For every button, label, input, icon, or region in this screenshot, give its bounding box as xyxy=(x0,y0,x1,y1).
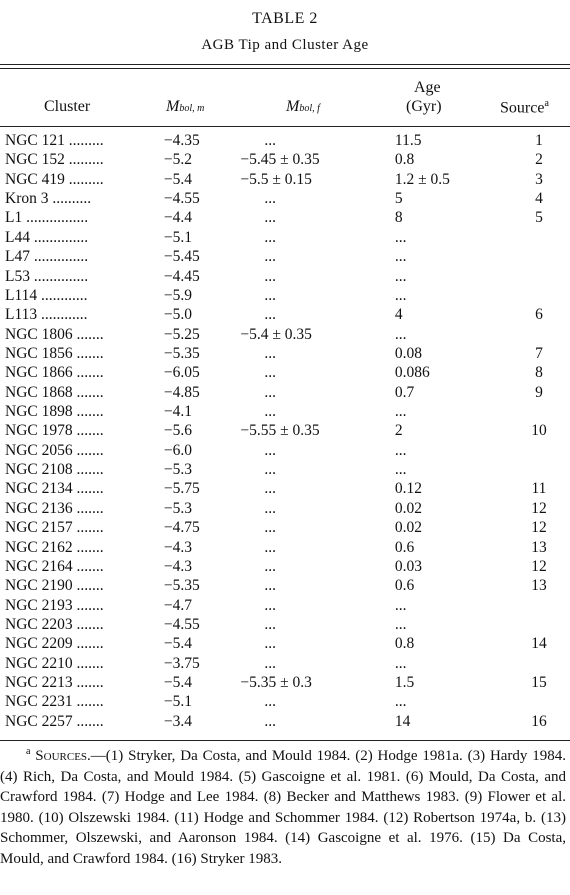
cell-age: 0.086 xyxy=(394,364,430,382)
cell-age: 0.02 xyxy=(394,499,423,517)
cell-cluster: NGC 2162 ....... xyxy=(5,538,104,556)
cell-cluster: NGC 2203 ....... xyxy=(5,615,104,633)
cell-source xyxy=(508,460,570,479)
cell-age: ... xyxy=(394,615,407,633)
table-row xyxy=(0,363,570,382)
header-mbol-f: Mbol, f xyxy=(286,98,320,115)
cell-cluster: NGC 2209 ....... xyxy=(5,635,104,653)
cell-mbol-m: −5.6 xyxy=(163,422,192,440)
cell-cluster: NGC 2136 ....... xyxy=(5,499,104,517)
table-row xyxy=(0,189,570,208)
table-row xyxy=(0,692,570,711)
cell-mbol-m: −3.4 xyxy=(163,712,192,730)
cell-source xyxy=(508,267,570,286)
cell-mbol-f: ... xyxy=(264,267,276,285)
table-row xyxy=(0,576,570,595)
cell-cluster: NGC 2231 ....... xyxy=(5,693,104,711)
header-source: Source$^a$ xyxy=(500,98,549,117)
table-row xyxy=(0,170,570,189)
bottom-rule xyxy=(0,740,570,741)
cell-age: ... xyxy=(394,461,407,479)
cell-mbol-f: ... xyxy=(264,132,276,149)
table-row xyxy=(0,208,570,227)
table-row xyxy=(0,325,570,344)
data-table xyxy=(0,131,570,731)
cell-mbol-f: ... xyxy=(264,286,276,304)
cell-age: ... xyxy=(394,267,407,285)
cell-mbol-m: −5.4 xyxy=(163,674,192,692)
table-row xyxy=(0,228,570,247)
cell-age: ... xyxy=(394,403,407,421)
cell-age: 0.08 xyxy=(394,344,423,362)
cell-source: 2 xyxy=(535,151,543,169)
cell-source: 15 xyxy=(531,674,547,692)
cell-mbol-f: ... xyxy=(264,248,276,266)
cell-mbol-m: −3.75 xyxy=(163,654,200,672)
cell-mbol-f: ... xyxy=(264,693,276,711)
cell-mbol-f: ... xyxy=(264,209,276,227)
cell-mbol-f: ... xyxy=(264,228,276,246)
cell-mbol-f: ... xyxy=(264,499,276,517)
table-title: AGB Tip and Cluster Age xyxy=(201,37,369,53)
cell-source: 6 xyxy=(535,306,543,324)
cell-mbol-m: −4.75 xyxy=(163,519,200,537)
cell-mbol-m: −6.0 xyxy=(163,441,192,459)
cell-mbol-m: −4.85 xyxy=(163,383,200,401)
cell-age: 2 xyxy=(394,422,403,440)
cell-cluster: NGC 2193 ....... xyxy=(5,596,104,614)
table-row xyxy=(0,344,570,363)
cell-mbol-f: ... xyxy=(264,344,276,362)
cell-mbol-m: −5.3 xyxy=(163,499,192,517)
table-row xyxy=(0,383,570,402)
header-cluster: Cluster xyxy=(44,98,91,115)
table-row xyxy=(0,596,570,615)
cell-cluster: L1 ................ xyxy=(5,209,89,227)
cell-age: ... xyxy=(394,441,407,459)
cell-source: 4 xyxy=(535,190,543,208)
table-row xyxy=(0,479,570,498)
cell-mbol-m: −4.1 xyxy=(163,403,192,421)
table-row xyxy=(0,712,570,731)
cell-mbol-m: −4.3 xyxy=(163,557,192,575)
cell-mbol-f: ... xyxy=(264,364,276,382)
table-row xyxy=(0,247,570,266)
table-row xyxy=(0,267,570,286)
cell-age: 5 xyxy=(394,190,403,208)
table-row xyxy=(0,305,570,324)
footnote xyxy=(0,742,566,869)
cell-mbol-m: −5.9 xyxy=(163,286,192,304)
cell-mbol-f: −5.55 ± 0.35 xyxy=(240,422,320,440)
cell-age: 8 xyxy=(394,209,403,227)
cell-cluster: NGC 2108 ....... xyxy=(5,461,104,479)
cell-mbol-f: ... xyxy=(264,403,276,421)
table-row xyxy=(0,131,570,150)
footnote-marker: a xyxy=(26,746,31,757)
cell-mbol-m: −4.7 xyxy=(163,596,192,614)
cell-mbol-m: −5.3 xyxy=(163,461,192,479)
cell-source xyxy=(508,596,570,615)
cell-cluster: NGC 1978 ....... xyxy=(5,422,104,440)
cell-mbol-f: ... xyxy=(264,190,276,208)
header-age-line1: Age xyxy=(414,79,441,96)
cell-cluster: NGC 2213 ....... xyxy=(5,674,104,692)
table-row xyxy=(0,654,570,673)
cell-mbol-f: ... xyxy=(264,615,276,633)
table-row xyxy=(0,421,570,440)
cell-age: ... xyxy=(394,248,407,266)
table-row xyxy=(0,557,570,576)
table-row xyxy=(0,518,570,537)
cell-source: 9 xyxy=(535,383,543,401)
cell-mbol-m: −5.2 xyxy=(163,151,192,169)
cell-cluster: L44 .............. xyxy=(5,228,89,246)
cell-age: 0.6 xyxy=(394,538,415,556)
cell-cluster: NGC 1856 ....... xyxy=(5,344,104,362)
cell-mbol-f: −5.35 ± 0.3 xyxy=(240,674,312,692)
cell-source: 12 xyxy=(531,499,547,517)
cell-source xyxy=(508,615,570,634)
cell-mbol-m: −6.05 xyxy=(163,364,200,382)
cell-mbol-m: −5.25 xyxy=(163,325,200,343)
top-rule-double xyxy=(0,68,570,69)
cell-age: 1.5 xyxy=(394,674,415,692)
cell-source: 16 xyxy=(531,712,547,730)
header-mbol-m: Mbol, m xyxy=(166,98,205,115)
top-rule xyxy=(0,64,570,65)
cell-mbol-m: −4.35 xyxy=(163,132,200,149)
cell-mbol-f: ... xyxy=(264,480,276,498)
table-number: TABLE 2 xyxy=(252,10,318,27)
cell-source: 7 xyxy=(535,344,543,362)
cell-age: ... xyxy=(394,596,407,614)
cell-mbol-m: −5.45 xyxy=(163,248,200,266)
footnote-label: Sources. xyxy=(35,748,91,764)
cell-cluster: NGC 2257 ....... xyxy=(5,712,104,730)
cell-age: 0.03 xyxy=(394,557,423,575)
cell-cluster: NGC 121 ......... xyxy=(5,132,104,149)
cell-cluster: NGC 2164 ....... xyxy=(5,557,104,575)
cell-mbol-m: −5.4 xyxy=(163,170,192,188)
table-row xyxy=(0,673,570,692)
cell-mbol-f: −5.5 ± 0.15 xyxy=(240,170,312,188)
cell-age: 4 xyxy=(394,306,403,324)
cell-source: 12 xyxy=(531,519,547,537)
table-row xyxy=(0,150,570,169)
cell-mbol-f: ... xyxy=(264,635,276,653)
cell-mbol-f: ... xyxy=(264,441,276,459)
cell-cluster: NGC 152 ......... xyxy=(5,151,104,169)
cell-mbol-f: ... xyxy=(264,383,276,401)
cell-cluster: NGC 419 ......... xyxy=(5,170,104,188)
cell-age: ... xyxy=(394,654,407,672)
cell-cluster: L113 ............ xyxy=(5,306,88,324)
cell-mbol-f: ... xyxy=(264,461,276,479)
cell-mbol-f: ... xyxy=(264,654,276,672)
cell-age: 11.5 xyxy=(394,132,422,149)
cell-source xyxy=(508,228,570,247)
cell-source xyxy=(508,692,570,711)
cell-age: 0.7 xyxy=(394,383,415,401)
cell-mbol-m: −5.1 xyxy=(163,693,192,711)
table-row xyxy=(0,286,570,305)
cell-age: 0.8 xyxy=(394,151,415,169)
cell-source: 13 xyxy=(531,538,547,556)
table-row xyxy=(0,441,570,460)
cell-mbol-m: −4.45 xyxy=(163,267,200,285)
table-row xyxy=(0,499,570,518)
cell-source: 1 xyxy=(535,132,543,149)
cell-cluster: NGC 1866 ....... xyxy=(5,364,104,382)
cell-cluster: Kron 3 .......... xyxy=(5,190,92,208)
cell-cluster: NGC 2157 ....... xyxy=(5,519,104,537)
table-row xyxy=(0,402,570,421)
cell-mbol-m: −4.3 xyxy=(163,538,192,556)
cell-age: 0.12 xyxy=(394,480,423,498)
cell-source xyxy=(508,325,570,344)
cell-mbol-f: −5.45 ± 0.35 xyxy=(240,151,320,169)
cell-age: 1.2 ± 0.5 xyxy=(394,170,450,188)
cell-source xyxy=(508,654,570,673)
cell-cluster: NGC 1868 ....... xyxy=(5,383,104,401)
cell-age: 14 xyxy=(394,712,411,730)
cell-mbol-m: −5.1 xyxy=(163,228,192,246)
cell-mbol-m: −5.0 xyxy=(163,306,192,324)
cell-age: 0.8 xyxy=(394,635,415,653)
cell-age: ... xyxy=(394,286,407,304)
cell-mbol-m: −5.4 xyxy=(163,635,192,653)
cell-mbol-f: ... xyxy=(264,712,276,730)
cell-cluster: NGC 2056 ....... xyxy=(5,441,104,459)
cell-mbol-f: −5.4 ± 0.35 xyxy=(240,325,312,343)
table-row xyxy=(0,615,570,634)
cell-cluster: L47 .............. xyxy=(5,248,89,266)
cell-age: ... xyxy=(394,693,407,711)
table-row xyxy=(0,460,570,479)
header-age-line2: (Gyr) xyxy=(406,98,442,115)
cell-mbol-m: −5.35 xyxy=(163,577,200,595)
cell-age: 0.6 xyxy=(394,577,415,595)
cell-cluster: NGC 1898 ....... xyxy=(5,403,104,421)
cell-mbol-m: −5.75 xyxy=(163,480,200,498)
cell-mbol-m: −4.55 xyxy=(163,615,200,633)
cell-cluster: NGC 2190 ....... xyxy=(5,577,104,595)
cell-mbol-f: ... xyxy=(264,557,276,575)
header-rule xyxy=(0,126,570,127)
table-row xyxy=(0,538,570,557)
cell-mbol-f: ... xyxy=(264,538,276,556)
cell-source xyxy=(508,286,570,305)
cell-source: 5 xyxy=(535,209,543,227)
footnote-text: —(1) Stryker, Da Costa, and Mould 1984. (2) Hodge 1981a. (3) Hardy 1984. (4) Rich, Da Costa, and Mould 1984. (5) Gascoigne et al. 1981. (6) Mould, Da Costa, and Crawford 1984. (7) Hodge and Lee 1984. (8) Becker and Matthews 1983. (9) Flower et al. 1980. (10) Olszewski 1984. (11) Hodge and Schommer 1984. (12) Robertson 1974a, b. (13) Schommer, Olszewski, and Aaronson 1984. (14) Gascoigne et al. 1976. (15) Da Costa, Mould, and Crawford 1984. (16) Stryker 1983. xyxy=(0,748,567,867)
cell-cluster: L53 .............. xyxy=(5,267,89,285)
cell-source: 11 xyxy=(531,480,547,498)
cell-cluster: NGC 2210 ....... xyxy=(5,654,104,672)
cell-age: ... xyxy=(394,228,407,246)
cell-age: 0.02 xyxy=(394,519,423,537)
cell-age: ... xyxy=(394,325,407,343)
cell-mbol-f: ... xyxy=(264,596,276,614)
cell-cluster: L114 ............ xyxy=(5,286,88,304)
cell-source: 3 xyxy=(535,170,543,188)
cell-source xyxy=(508,247,570,266)
cell-source: 12 xyxy=(531,557,547,575)
cell-mbol-f: ... xyxy=(264,519,276,537)
cell-source: 8 xyxy=(535,364,543,382)
cell-mbol-f: ... xyxy=(264,306,276,324)
cell-source: 14 xyxy=(531,635,547,653)
cell-source xyxy=(508,441,570,460)
cell-source: 13 xyxy=(531,577,547,595)
cell-source xyxy=(508,402,570,421)
cell-mbol-f: ... xyxy=(264,577,276,595)
cell-cluster: NGC 1806 ....... xyxy=(5,325,104,343)
cell-cluster: NGC 2134 ....... xyxy=(5,480,104,498)
cell-mbol-m: −4.4 xyxy=(163,209,192,227)
cell-source: 10 xyxy=(531,422,547,440)
cell-mbol-m: −5.35 xyxy=(163,344,200,362)
table-row xyxy=(0,634,570,653)
cell-mbol-m: −4.55 xyxy=(163,190,200,208)
